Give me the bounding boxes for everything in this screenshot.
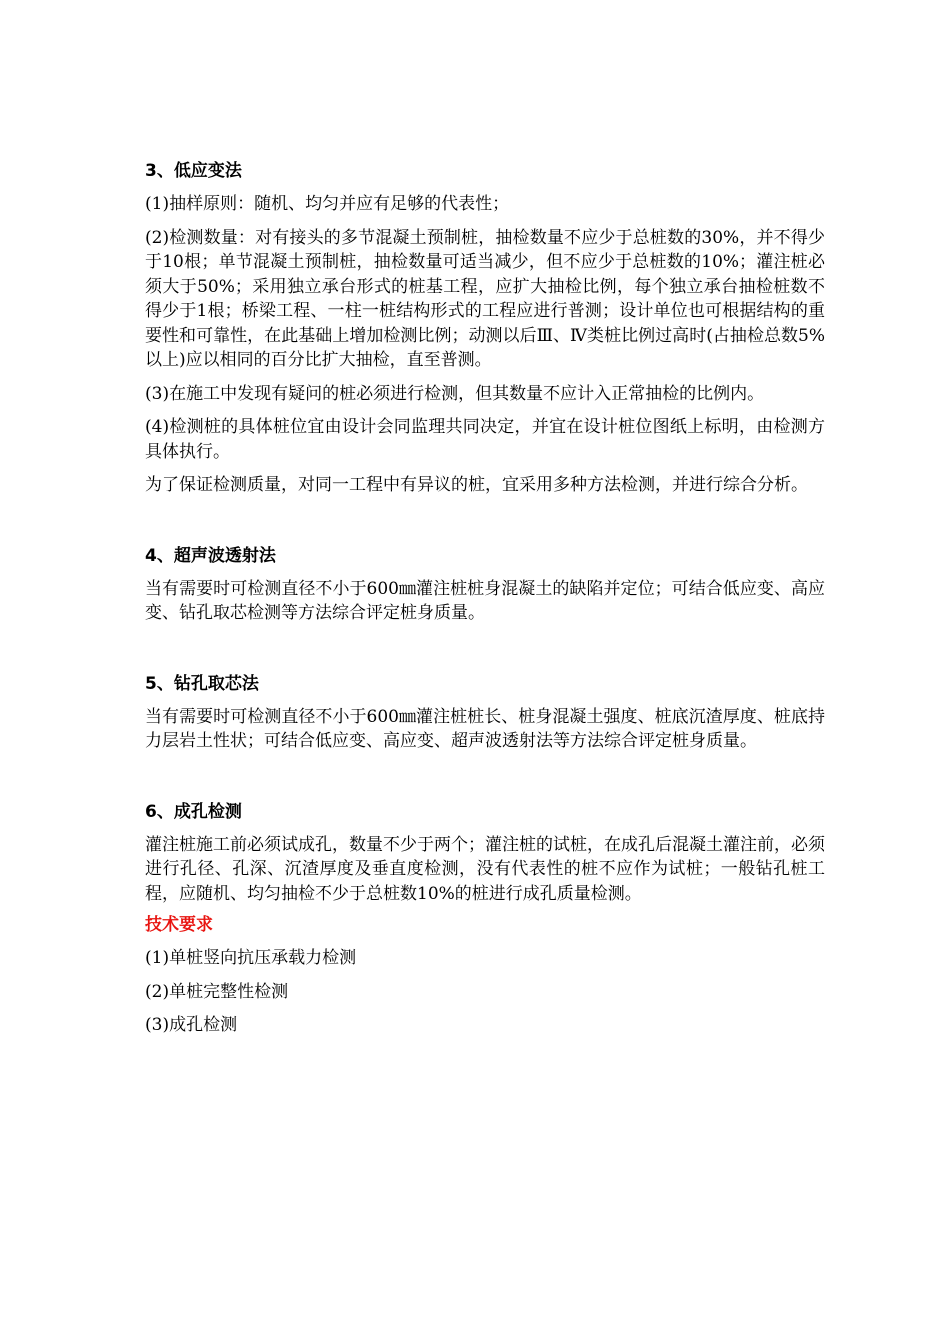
section-core-drilling bbox=[145, 671, 825, 754]
section-hole-inspection bbox=[145, 799, 825, 907]
section-heading: 5、钻孔取芯法 bbox=[145, 673, 259, 694]
spacer bbox=[145, 763, 825, 799]
paragraph: 为了保证检测质量，对同一工程中有异议的桩，宜采用多种方法检测，并进行综合分析。 bbox=[145, 475, 808, 495]
list-item: (2)单桩完整性检测 bbox=[145, 981, 289, 1002]
paragraph: 当有需要时可检测直径不小于600㎜灌注桩桩长、桩身混凝土强度、桩底沉渣厚度、桩底持力层岩土性状；可结合低应变、高应变、超声波透射法等方法综合评定桩身质量。 bbox=[145, 706, 825, 751]
list-item: (1)单桩竖向抗压承载力检测 bbox=[145, 948, 357, 968]
tech-heading: 技术要求 bbox=[145, 915, 213, 935]
paragraph: 当有需要时可检测直径不小于600㎜灌注桩桩身混凝土的缺陷并定位；可结合低应变、高应变、钻孔取芯检测等方法综合评定桩身质量。 bbox=[145, 578, 825, 623]
paragraph: (1)抽样原则：随机、均匀并应有足够的代表性； bbox=[145, 194, 510, 214]
paragraph: (4)检测桩的具体桩位宜由设计会同监理共同决定，并宜在设计桩位图纸上标明，由检测方具体执行。 bbox=[145, 417, 825, 462]
document-page bbox=[145, 158, 825, 1047]
section-heading: 6、成孔检测 bbox=[145, 801, 242, 822]
section-heading: 3、低应变法 bbox=[145, 161, 242, 181]
spacer bbox=[145, 635, 825, 671]
section-heading: 4、超声波透射法 bbox=[145, 545, 276, 566]
spacer bbox=[145, 507, 825, 543]
section-technical-requirements bbox=[145, 912, 825, 1038]
section-low-strain bbox=[145, 158, 825, 498]
paragraph: (2)检测数量：对有接头的多节混凝土预制桩，抽检数量不应少于总桩数的30%，并不得少于10根；单节混凝土预制桩，抽检数量可适当减少，但不应少于总桩数的10%；灌注桩必须大于50%；采用独立承台形式的桩基工程，应扩大抽检比例，每个独立承台抽检桩数不得少于1根；桥梁工程、一柱一桩结构形式的工程应进行普测；设计单位也可根据结构的重要性和可靠性，在此基础上增加检测比例；动测以后Ⅲ、Ⅳ类桩比例过高时(占抽检总数5%以上)应以相同的百分比扩大抽检，直至普测。 bbox=[145, 227, 825, 370]
section-ultrasonic bbox=[145, 543, 825, 626]
paragraph: (3)在施工中发现有疑问的桩必须进行检测，但其数量不应计入正常抽检的比例内。 bbox=[145, 383, 765, 404]
list-item: (3)成孔检测 bbox=[145, 1015, 238, 1035]
paragraph: 灌注桩施工前必须试成孔，数量不少于两个；灌注桩的试桩，在成孔后混凝土灌注前，必须进行孔径、孔深、沉渣厚度及垂直度检测，没有代表性的桩不应作为试桩；一般钻孔桩工程，应随机、均匀抽检不少于总桩数10%的桩进行成孔质量检测。 bbox=[145, 834, 825, 904]
